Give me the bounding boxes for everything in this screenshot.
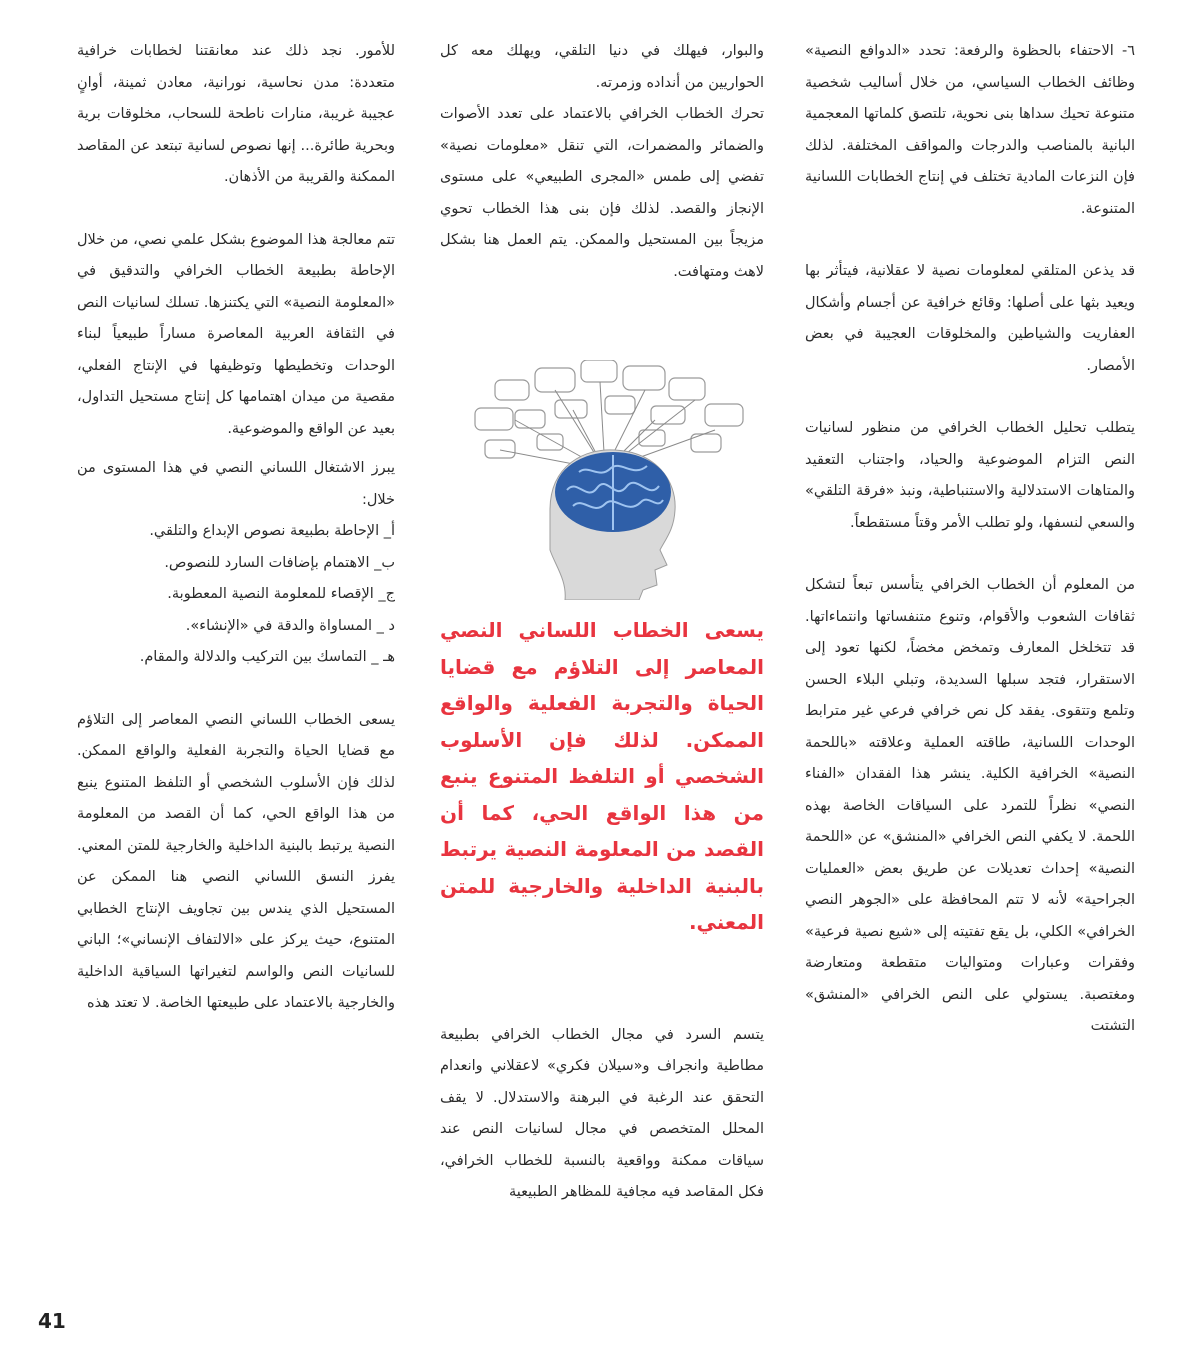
paragraph: للأمور. نجد ذلك عند معانقتنا لخطابات خرافية متعددة: مدن نحاسية، نورانية، معادن ثمينة، أوانٍ عجيبة غريبة، منارات ناطحة للسحاب، مخلوقات برية وبحرية طائرة... إنها نصوص لسانية تبتعد عن المقاصد الممكنة والقريبة من الأذهان. bbox=[77, 43, 395, 185]
left-column bbox=[77, 36, 395, 1020]
middle-column-top bbox=[440, 36, 764, 288]
paragraph: يسعى الخطاب اللساني النصي المعاصر إلى التلاؤم مع قضايا الحياة والتجربة الفعلية والواقع الممكن. لذلك فإن الأسلوب الشخصي أو التلفظ المتنوع ينبع من هذا الواقع الحي، كما أن القصد من المعلومة النصية يرتبط بالبنية الداخلية والخارجية للمتن المعني. يفرز النسق اللساني النصي هنا الممكن عن المستحيل الذي يندس بين تجاويف الإنتاج الخطابي المتنوع، حيث يركز على «الالتفاف الإنساني»؛ الباني للسانيات النص والواسم لتغيراتها السياقية الداخلية والخارجية بالاعتماد على طبيعتها الخاصة. لا تعتد هذه bbox=[77, 711, 395, 1011]
paragraph: يتسم السرد في مجال الخطاب الخرافي بطبيعة مطاطية وانجراف و«سيلان فكري» لاعقلاني وانعدام التحقق عند الرغبة في البرهنة والاستدلال. لا يقف المحلل المتخصص في مجال لسانيات النص عند سياقات ممكنة وواقعية بالنسبة للخطاب الخرافي، فكل المقاصد فيه مجافية للمظاهر الطبيعية bbox=[440, 1026, 764, 1200]
list-item: ج_ الإقصاء للمعلومة النصية المعطوبة. bbox=[167, 586, 395, 602]
middle-column-bottom bbox=[440, 1005, 764, 1223]
paragraph: تتم معالجة هذا الموضوع بشكل علمي نصي، من خلال الإحاطة بطبيعة الخطاب الخرافي والتدقيق في «المعلومة النصية» التي يكتنزها. تسلك لسانيات النص في الثقافة العربية المعاصرة مساراً طبيعياً لبناء الوحدات وتخطيطها وتوظيفها في الإنتاج الفعلي، مقصية من ميدان اهتمامها كل إنتاج مستحيل التداول، بعيد عن الواقع والموضوعية. bbox=[77, 231, 395, 437]
right-column bbox=[805, 36, 1135, 1043]
paragraph: يبرز الاشتغال اللساني النصي في هذا المستوى من خلال: bbox=[77, 460, 395, 508]
list-item: ب_ الاهتمام بإضافات السارد للنصوص. bbox=[164, 554, 395, 571]
paragraph: تحرك الخطاب الخرافي بالاعتماد على تعدد الأصوات والضمائر والمضمرات، التي تنقل «معلومات نصية» تفضي إلى طمس «المجرى الطبيعي» على مستوى الإنجاز والقصد. لذلك فإن بنى هذا الخطاب تحوي مزيجاً بين المستحيل والممكن. يتم العمل هنا بشكل لاهث ومتهافت. bbox=[440, 106, 764, 280]
brain-head-icon bbox=[455, 360, 755, 600]
paragraph: من المعلوم أن الخطاب الخرافي يتأسس تبعاً لتشكل ثقافات الشعوب والأقوام، وتنوع متنفساتها وانتماءاتها. قد تتخلخل المعارف وتمخض مخضاً، لكنها تعود إلى الاستقرار، فتجد سبلها السديدة، وتبلي البلاء الحسن وتلمع وتتقوى. يفقد كل نص خرافي فرعي غير مترابط الوحدات اللسانية، طاقته العملية وعلاقته «باللحمة النصية» الخرافية الكلية. ينشر هذا الفقدان «الفناء النصي» نظراً للتمرد على السياقات الخاصة بهذه اللحمة. لا يكفي النص الخرافي «المنشق» عن «اللحمة النصية» إحداث تعديلات عن طريق بعض «العمليات الجراحية» لأنه لا تتم المحافظة على «الجوهر النصي الخرافي» الكلي، بل يقع تفتيته إلى «شيع نصية فرعية» وفقرات وعبارات ومتواليات متقطعة ومتعارضة ومغتصبة. يستولي على النص الخرافي «المنشق» التشتت bbox=[805, 577, 1135, 1034]
paragraph: والبوار، فيهلك في دنيا التلقي، ويهلك معه كل الحواريين من أنداده وزمرته. bbox=[440, 43, 764, 91]
brain-head-illustration bbox=[455, 360, 755, 600]
paragraph: يتطلب تحليل الخطاب الخرافي من منظور لسانيات النص التزام الموضوعية والحياد، واجتناب التعقيد والمتاهات الاستدلالية والاستنباطية، ونبذ «فرقة التلقي» والسعي لنسفها، ولو تطلب الأمر وقتاً مستقطعاً. bbox=[805, 420, 1135, 531]
page-number: 41 bbox=[38, 1309, 66, 1333]
paragraph: قد يذعن المتلقي لمعلومات نصية لا عقلانية، فيتأثر بها ويعيد بثها على أصلها: وقائع خرافية عن أجسام وأشكال العفاريت والشياطين والمخلوقات العجيبة في بعض الأمصار. bbox=[805, 263, 1135, 374]
pull-quote: يسعى الخطاب اللساني النصي المعاصر إلى التلاؤم مع قضايا الحياة والتجربة الفعلية والواقع الممكن. لذلك فإن الأسلوب الشخصي أو التلفظ المتنوع ينبع من هذا الواقع الحي، كما أن القصد من المعلومة النصية يرتبط بالبنية الداخلية والخارجية للمتن المعني. bbox=[440, 618, 764, 934]
list-item: هـ _ التماسك بين التركيب والدلالة والمقام. bbox=[139, 649, 395, 665]
list-item: د _ المساواة والدقة في «الإنشاء». bbox=[185, 617, 395, 634]
paragraph: ٦- الاحتفاء بالحظوة والرفعة: تحدد «الدوافع النصية» وظائف الخطاب السياسي، من خلال أساليب شخصية متنوعة تحيك سداها بنى نحوية، تلتصق كلماتها المعجمية البانية بالمناصب والدرجات والمواقف المختلفة. لذلك فإن النزعات المادية تختلف في إنتاج الخطابات اللسانية المتنوعة. bbox=[805, 43, 1135, 217]
list-item: أ_ الإحاطة بطبيعة نصوص الإبداع والتلقي. bbox=[149, 523, 395, 539]
